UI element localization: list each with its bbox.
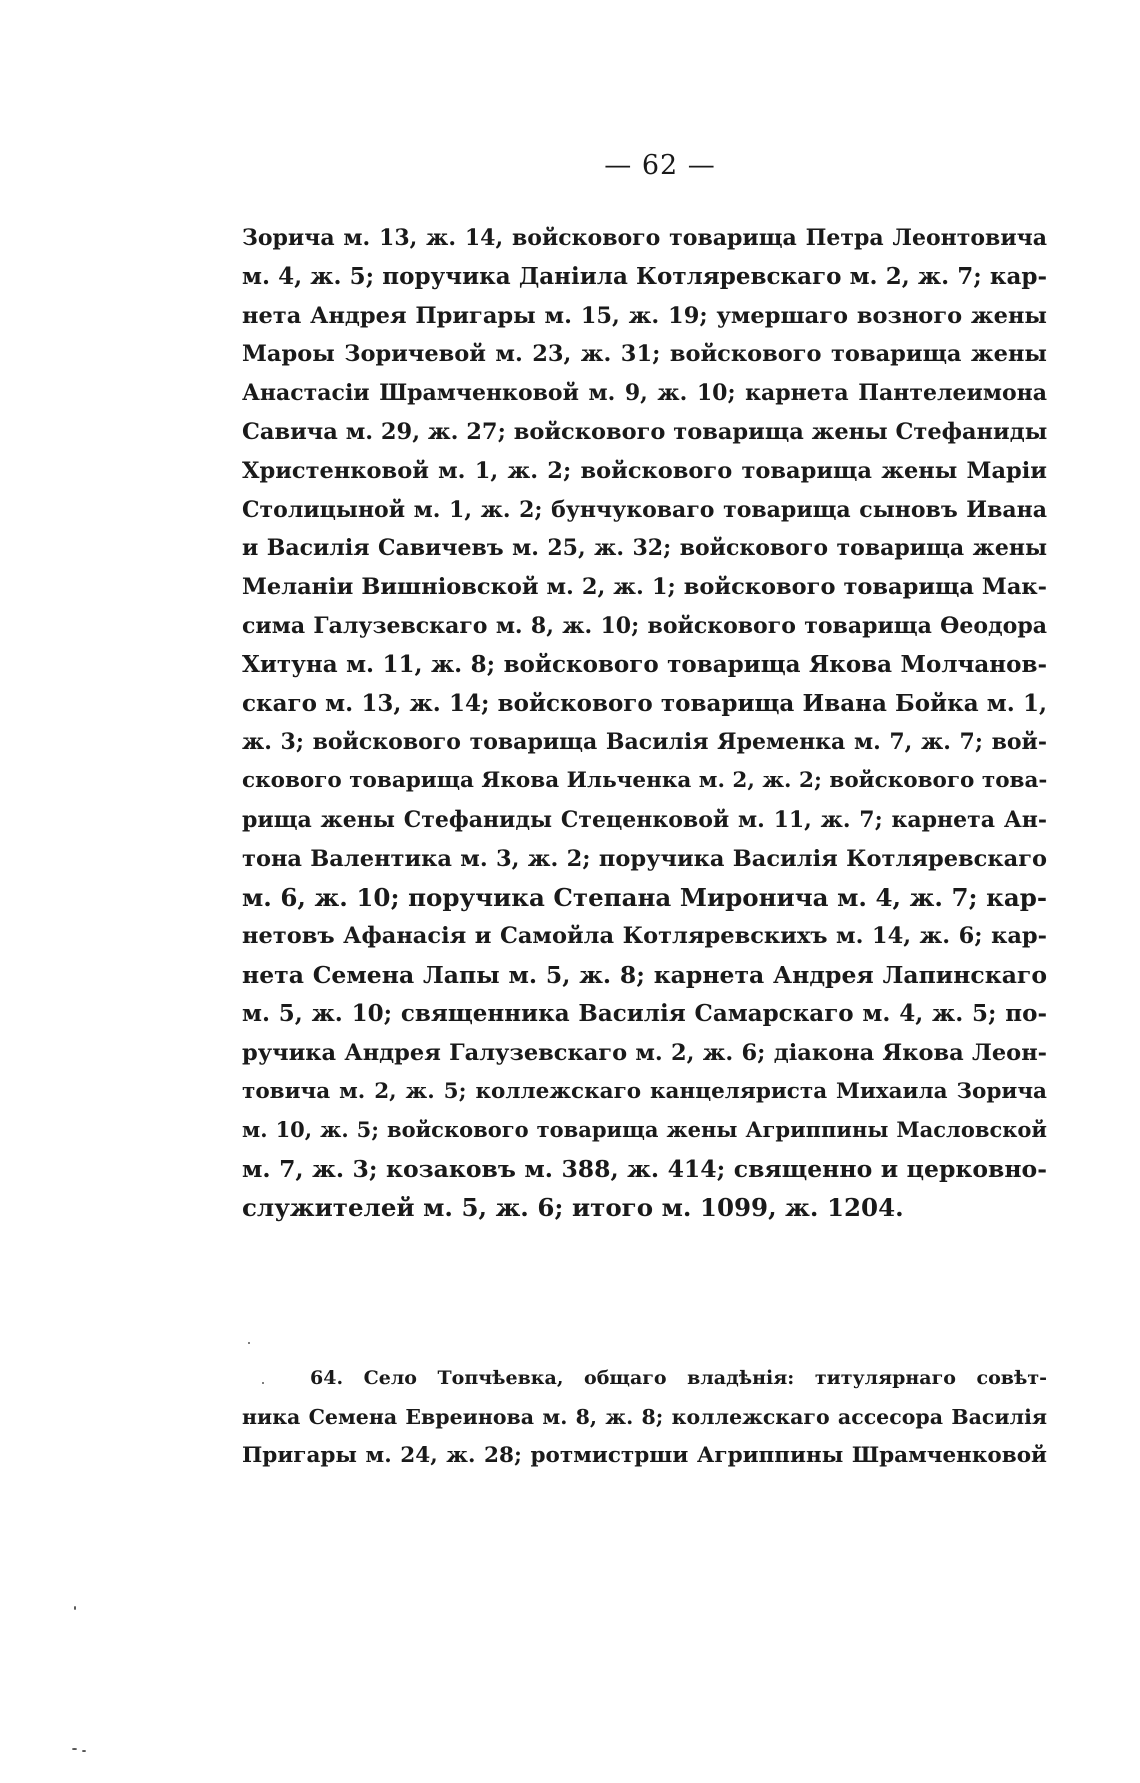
text-line: Савича м. 29, ж. 27; войскового товарища жены Стефаниды: [242, 418, 1048, 445]
text-line: м. 6, ж. 10; поручика Степана Миронича м. 4, ж. 7; кар-: [242, 882, 1047, 912]
text-line: м. 10, ж. 5; войскового товарища жены Агриппины Масловской: [242, 1117, 1047, 1143]
paragraph-63-continuation: [242, 219, 1047, 1228]
text-line: скового товарища Якова Ильченка м. 2, ж. 2; войскового това-: [242, 768, 1048, 794]
text-line: Хитуна м. 11, ж. 8; войскового товарища Якова Молчанов-: [242, 650, 1047, 678]
paragraph-64: [242, 1359, 1047, 1475]
text-line: рища жены Стефаниды Стеценковой м. 11, ж. 7; карнета Ан-: [242, 806, 1047, 833]
text-line: служителей м. 5, ж. 6; итого м. 1099, ж. 1204.: [242, 1192, 904, 1222]
page-number: — 62 —: [604, 150, 716, 181]
scan-speck: [262, 1382, 264, 1384]
text-line: м. 5, ж. 10; священника Василія Самарскаго м. 4, ж. 5; по-: [242, 999, 1047, 1027]
text-line: 64. Село Топчѣевка, общаго владѣнія: титулярнаго совѣт-: [310, 1367, 1047, 1389]
scan-speck: [82, 1750, 86, 1752]
scan-speck: [72, 1748, 77, 1750]
text-line: Зорича м. 13, ж. 14, войскового товарища Петра Леонтовича: [242, 225, 1047, 251]
text-line: Столицыной м. 1, ж. 2; бунчуковаго товарища сыновъ Ивана: [242, 496, 1047, 523]
text-line: сима Галузевскаго м. 8, ж. 10; войскового товарища Өеодора: [242, 612, 1047, 639]
text-line: Меланіи Вишніовской м. 2, ж. 1; войскового товарища Мак-: [242, 574, 1047, 601]
text-line: ника Семена Евреинова м. 8, ж. 8; коллежскаго ассесора Василія: [242, 1404, 1047, 1429]
text-line: Анастасіи Шрамченковой м. 9, ж. 10; карнета Пантелеимона: [242, 380, 1047, 407]
text-line: Мароы Зоричевой м. 23, ж. 31; войскового товарища жены: [242, 341, 1047, 368]
text-line: товича м. 2, ж. 5; коллежскаго канцеляриста Михаила Зорича: [242, 1078, 1047, 1104]
text-line: ж. 3; войскового товарища Василія Яременка м. 7, ж. 7; вой-: [242, 729, 1047, 756]
scan-speck: [248, 1342, 250, 1344]
text-line: Пригары м. 24, ж. 28; ротмистрши Агриппины Шрамченковой: [242, 1442, 1047, 1468]
text-line: нета Андрея Пригары м. 15, ж. 19; умершаго возного жены: [242, 302, 1047, 329]
text-line: м. 7, ж. 3; козаковъ м. 388, ж. 414; священно и церковно-: [242, 1155, 1047, 1184]
scan-speck: [74, 1606, 76, 1610]
text-line: скаго м. 13, ж. 14; войскового товарища Ивана Бойка м. 1,: [242, 689, 1047, 717]
text-line: тона Валентика м. 3, ж. 2; поручика Василія Котляревскаго: [242, 845, 1047, 872]
text-line: м. 4, ж. 5; поручика Даніила Котляревскаго м. 2, ж. 7; кар-: [242, 262, 1047, 290]
text-line: ручика Андрея Галузевскаго м. 2, ж. 6; діакона Якова Леон-: [242, 1039, 1047, 1066]
text-line: нетовъ Афанасія и Самойла Котляревскихъ м. 14, ж. 6; кар-: [242, 923, 1047, 950]
text-line: нета Семена Лапы м. 5, ж. 8; карнета Андрея Лапинскаго: [242, 961, 1047, 990]
text-line: Христенковой м. 1, ж. 2; войскового товарища жены Маріи: [242, 457, 1047, 484]
text-line: и Василія Савичевъ м. 25, ж. 32; войскового товарища жены: [242, 535, 1047, 562]
